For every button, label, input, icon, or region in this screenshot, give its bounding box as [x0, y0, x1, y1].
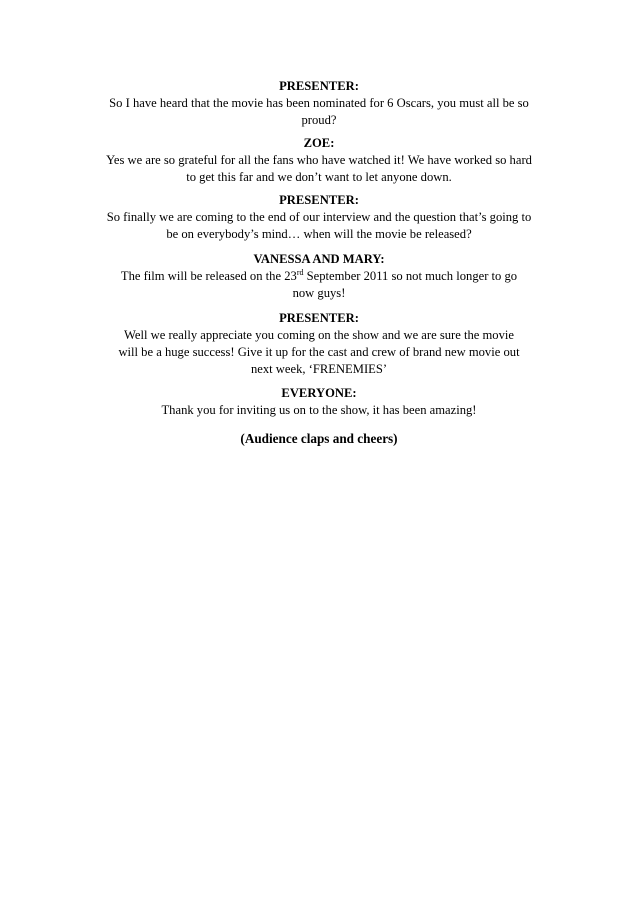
- speaker-name: EVERYONE:: [281, 386, 357, 400]
- dialogue-line: now guys!: [292, 286, 346, 300]
- speaker-name: PRESENTER:: [279, 79, 359, 93]
- dialogue-line: next week, ‘FRENEMIES’: [250, 362, 388, 376]
- dialogue-line: proud?: [301, 113, 337, 127]
- dialogue-line: to get this far and we don’t want to let anyone down.: [186, 170, 452, 184]
- dialogue-text: September 2011 so not much longer to go: [303, 269, 518, 283]
- dialogue-line: Thank you for inviting us on to the show, it has been amazing!: [161, 403, 477, 417]
- dialogue-line: be on everybody’s mind… when will the movie be released?: [166, 227, 472, 241]
- dialogue-block-presenter-2: [60, 192, 578, 243]
- dialogue-text: The film will be released on the 23: [120, 269, 297, 283]
- ordinal-suffix: rd: [296, 267, 304, 277]
- dialogue-line: [60, 268, 578, 285]
- dialogue-line: So I have heard that the movie has been nominated for 6 Oscars, you must all be so: [109, 96, 529, 110]
- dialogue-line: Yes we are so grateful for all the fans who have watched it! We have worked so hard: [106, 153, 532, 167]
- dialogue-block-everyone: [60, 385, 578, 419]
- dialogue-line: So finally we are coming to the end of our interview and the question that’s going to: [106, 210, 532, 224]
- dialogue-block-zoe: [60, 135, 578, 186]
- dialogue-line: Well we really appreciate you coming on the show and we are sure the movie: [124, 328, 514, 342]
- stage-direction: (Audience claps and cheers): [240, 431, 398, 446]
- speaker-name: PRESENTER:: [279, 311, 359, 325]
- speaker-name: PRESENTER:: [279, 193, 359, 207]
- speaker-name: VANESSA AND MARY:: [253, 252, 385, 266]
- dialogue-block-vanessa-and-mary: [60, 251, 578, 302]
- dialogue-line: will be a huge success! Give it up for the cast and crew of brand new movie out: [118, 345, 520, 359]
- speaker-name: ZOE:: [303, 136, 335, 150]
- dialogue-block-presenter-3: [60, 310, 578, 378]
- dialogue-block-presenter-1: [60, 78, 578, 129]
